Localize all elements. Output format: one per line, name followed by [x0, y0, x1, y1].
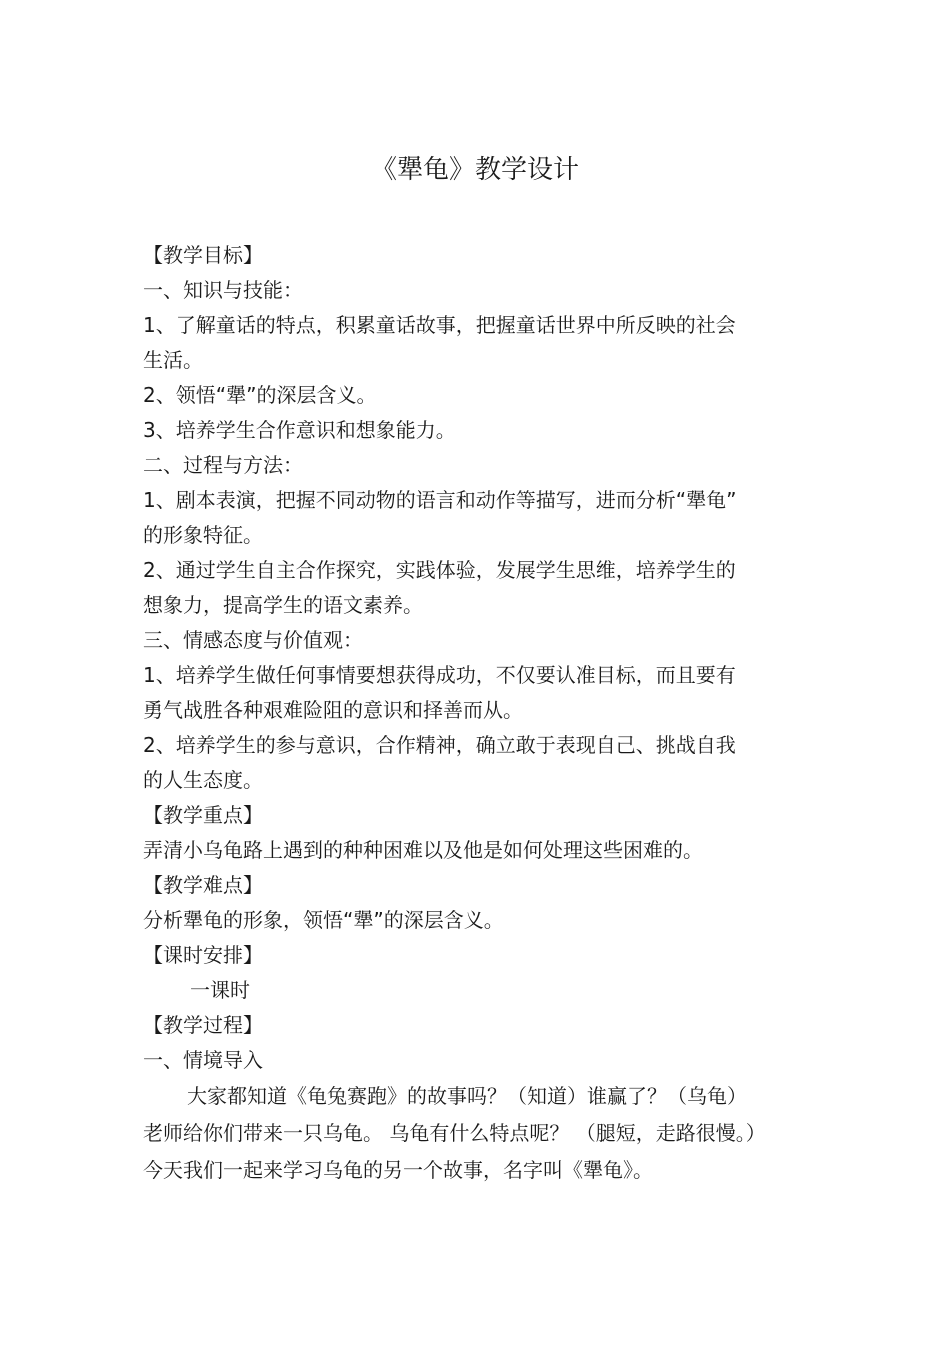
paragraph-line: 想象力，提高学生的语文素养。: [143, 593, 423, 617]
section-heading-schedule: 【课时安排】: [143, 943, 263, 967]
document-body: [143, 238, 823, 1189]
paragraph-line: 1、剧本表演，把握不同动物的语言和动作等描写，进而分析“犟龟”: [143, 488, 737, 512]
section-heading-key-points: 【教学重点】: [143, 803, 263, 827]
paragraph-line: 生活。: [143, 348, 203, 372]
paragraph-line: 的形象特征。: [143, 523, 263, 547]
paragraph-line: 老师给你们带来一只乌龟。 乌龟有什么特点呢？ （腿短，走路很慢。）: [143, 1121, 766, 1145]
paragraph-line: 2、通过学生自主合作探究，实践体验，发展学生思维，培养学生的: [143, 558, 736, 582]
section-heading-process: 【教学过程】: [143, 1013, 263, 1037]
paragraph-line: 的人生态度。: [143, 768, 263, 792]
paragraph-line: 大家都知道《龟兔赛跑》的故事吗？（知道）谁赢了？（乌龟）: [187, 1084, 747, 1108]
paragraph-line: 勇气战胜各种艰难险阻的意识和择善而从。: [143, 698, 523, 722]
paragraph-line: 一课时: [190, 978, 250, 1002]
subheading-emotion-values: 三、情感态度与价值观：: [143, 628, 363, 652]
paragraph-line: 弄清小乌龟路上遇到的种种困难以及他是如何处理这些困难的。: [143, 838, 703, 862]
paragraph-line: 分析犟龟的形象，领悟“犟”的深层含义。: [143, 908, 504, 932]
paragraph-line: 今天我们一起来学习乌龟的另一个故事，名字叫《犟龟》。: [143, 1158, 653, 1182]
paragraph-line: 1、培养学生做任何事情要想获得成功，不仅要认准目标，而且要有: [143, 663, 736, 687]
paragraph-line: 1、了解童话的特点，积累童话故事，把握童话世界中所反映的社会: [143, 313, 736, 337]
section-heading-difficulties: 【教学难点】: [143, 873, 263, 897]
paragraph-line: 2、领悟“犟”的深层含义。: [143, 383, 377, 407]
paragraph-line: 2、培养学生的参与意识，合作精神，确立敢于表现自己、挑战自我: [143, 733, 736, 757]
subheading-introduction: 一、情境导入: [143, 1048, 263, 1072]
subheading-process-method: 二、过程与方法：: [143, 453, 303, 477]
subheading-knowledge-skills: 一、知识与技能：: [143, 278, 303, 302]
document-title: 《犟龟》教学设计: [370, 155, 579, 185]
paragraph-line: 3、培养学生合作意识和想象能力。: [143, 418, 456, 442]
section-heading-objectives: 【教学目标】: [143, 243, 263, 267]
